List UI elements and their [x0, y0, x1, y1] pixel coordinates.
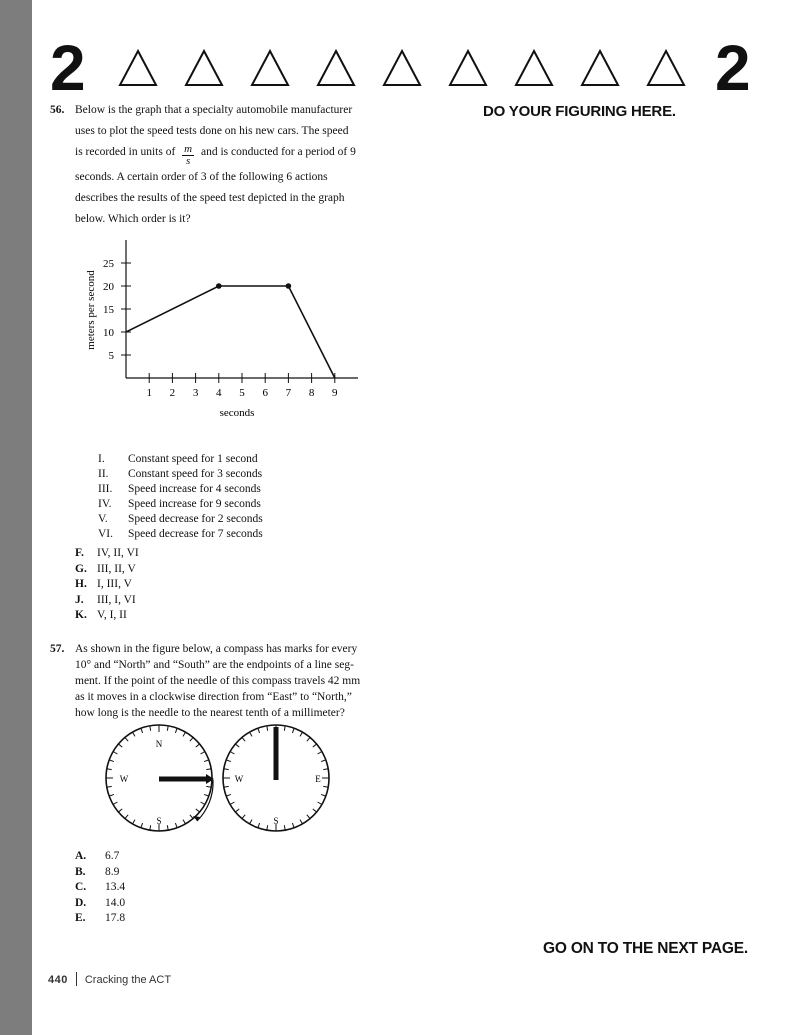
answer-choice-b[interactable] — [75, 865, 125, 881]
choice-letter: D. — [75, 896, 87, 909]
choice-letter: H. — [75, 578, 87, 590]
x-tick-label: 4 — [216, 387, 222, 399]
section-number-left: 2 — [50, 32, 86, 104]
statement-text: Speed decrease for 7 seconds — [128, 528, 263, 540]
unit-denominator: s — [186, 155, 191, 167]
compass-west-label: W — [119, 774, 129, 784]
x-tick-label: 1 — [146, 387, 152, 399]
data-point — [216, 283, 222, 289]
y-tick-label: 25 — [103, 258, 114, 270]
y-tick-label: 15 — [103, 304, 114, 316]
statement-row — [98, 512, 263, 527]
statement-text: Constant speed for 3 seconds — [128, 468, 263, 480]
choice-text: 14.0 — [105, 896, 126, 909]
triangle-icon — [646, 48, 686, 88]
q56-line: below. Which order is it? — [75, 213, 191, 225]
triangle-icon — [184, 48, 224, 88]
x-tick-label: 2 — [169, 387, 176, 399]
choice-letter: B. — [75, 865, 86, 878]
footer-divider — [76, 972, 77, 986]
choice-letter: E. — [75, 912, 86, 924]
triangle-icon — [448, 48, 488, 88]
y-tick-label: 20 — [103, 281, 114, 293]
answer-choice-k[interactable] — [75, 608, 139, 624]
q57-line: how long is the needle to the nearest tenth of a millimeter? — [75, 707, 345, 719]
choice-letter: G. — [75, 562, 87, 575]
statement-row — [98, 482, 263, 497]
choice-text: III, I, VI — [97, 593, 136, 606]
page-footer — [48, 972, 171, 986]
choice-text: IV, II, VI — [97, 547, 139, 559]
statement-row — [98, 497, 263, 512]
q57-line: ment. If the point of the needle of this compass travels 42 mm — [75, 675, 361, 687]
q57-line: As shown in the figure below, a compass has marks for every — [75, 643, 358, 655]
y-axis-label: meters per second — [85, 270, 97, 350]
choice-text: 17.8 — [105, 912, 126, 924]
q56-choices — [75, 546, 139, 624]
statement-text: Speed decrease for 2 seconds — [128, 513, 263, 525]
question-56-number: 56. — [50, 104, 65, 116]
x-tick-label: 3 — [192, 387, 199, 399]
triangle-row — [110, 48, 710, 94]
choice-letter: C. — [75, 881, 87, 893]
speed-series-line — [126, 286, 335, 378]
compass-west-label: W — [234, 774, 244, 784]
choice-letter: K. — [75, 609, 87, 621]
q56-line: Below is the graph that a specialty automobile manufacturer — [75, 104, 353, 116]
statement-numeral: IV. — [98, 498, 112, 510]
statement-list — [98, 452, 263, 542]
triangle-icon — [580, 48, 620, 88]
q56-line: describes the results of the speed test depicted in the graph — [75, 192, 345, 204]
choice-text: 13.4 — [105, 881, 126, 893]
triangle-icon — [250, 48, 290, 88]
book-title: Cracking the ACT — [84, 974, 172, 986]
answer-choice-a[interactable] — [75, 849, 125, 865]
answer-choice-f[interactable] — [75, 546, 139, 562]
q56-line: seconds. A certain order of 3 of the following 6 actions — [75, 171, 328, 183]
choice-text: III, II, V — [97, 562, 136, 575]
x-tick-label: 6 — [262, 387, 268, 399]
question-57-text — [75, 641, 385, 721]
y-tick-label: 10 — [103, 327, 114, 339]
compass-south-label: S — [273, 816, 279, 826]
question-57-number: 57. — [50, 643, 65, 655]
x-tick-label: 5 — [239, 387, 245, 399]
choice-letter: A. — [75, 850, 87, 862]
x-tick-label: 7 — [285, 387, 292, 399]
statement-numeral: III. — [98, 483, 113, 495]
answer-choice-d[interactable] — [75, 896, 125, 912]
answer-choice-j[interactable] — [75, 593, 139, 609]
answer-choice-e[interactable] — [75, 911, 125, 927]
statement-numeral: I. — [98, 453, 105, 465]
answer-choice-c[interactable] — [75, 880, 125, 896]
statement-text: Speed increase for 4 seconds — [128, 483, 261, 495]
statement-numeral: V. — [98, 513, 108, 525]
compass-east-label: E — [315, 774, 321, 784]
x-tick-label: 9 — [332, 387, 338, 399]
statement-numeral: VI. — [98, 528, 114, 540]
unit-fraction — [182, 144, 194, 167]
q57-line: as it moves in a clockwise direction from “East” to “North,” — [75, 691, 352, 703]
compass-south-label: S — [156, 816, 162, 826]
page-number: 440 — [48, 974, 68, 986]
triangle-icon — [514, 48, 554, 88]
statement-row — [98, 467, 263, 482]
triangle-icon — [382, 48, 422, 88]
q56-line: is recorded in units of — [75, 146, 176, 158]
q56-line: uses to plot the speed tests done on his new cars. The speed — [75, 125, 349, 137]
q57-choices — [75, 849, 125, 927]
compass-north-label: N — [155, 739, 163, 749]
q57-line: 10° and “North” and “South” are the endpoints of a line seg- — [75, 659, 354, 671]
choice-text: 6.7 — [105, 850, 120, 862]
choice-text: 8.9 — [105, 865, 120, 878]
statement-text: Speed increase for 9 seconds — [128, 498, 261, 510]
triangle-icon — [316, 48, 356, 88]
triangle-icon — [118, 48, 158, 88]
statement-row — [98, 452, 263, 467]
compass-figure — [100, 718, 330, 838]
y-tick-label: 5 — [108, 350, 114, 362]
choice-letter: F. — [75, 547, 84, 559]
next-page-note: GO ON TO THE NEXT PAGE. — [543, 940, 748, 957]
statement-row — [98, 527, 263, 542]
answer-choice-g[interactable] — [75, 562, 139, 578]
section-number-right: 2 — [715, 32, 751, 104]
x-axis-label: seconds — [219, 407, 255, 419]
choice-letter: J. — [75, 593, 84, 606]
q56-line-with-unit — [75, 142, 385, 167]
statement-numeral: II. — [98, 468, 109, 480]
data-point — [286, 283, 292, 289]
page-edge-bar — [0, 0, 32, 1035]
speed-graph — [80, 228, 380, 428]
q56-line: and is conducted for a period of 9 — [201, 146, 356, 158]
answer-choice-h[interactable] — [75, 577, 139, 593]
unit-numerator: m — [184, 143, 193, 155]
figuring-note: DO YOUR FIGURING HERE. — [483, 103, 676, 120]
choice-text: V, I, II — [97, 609, 127, 621]
choice-text: I, III, V — [97, 578, 132, 590]
statement-text: Constant speed for 1 second — [128, 453, 258, 465]
x-tick-label: 8 — [308, 387, 315, 399]
question-56-text — [75, 100, 385, 230]
